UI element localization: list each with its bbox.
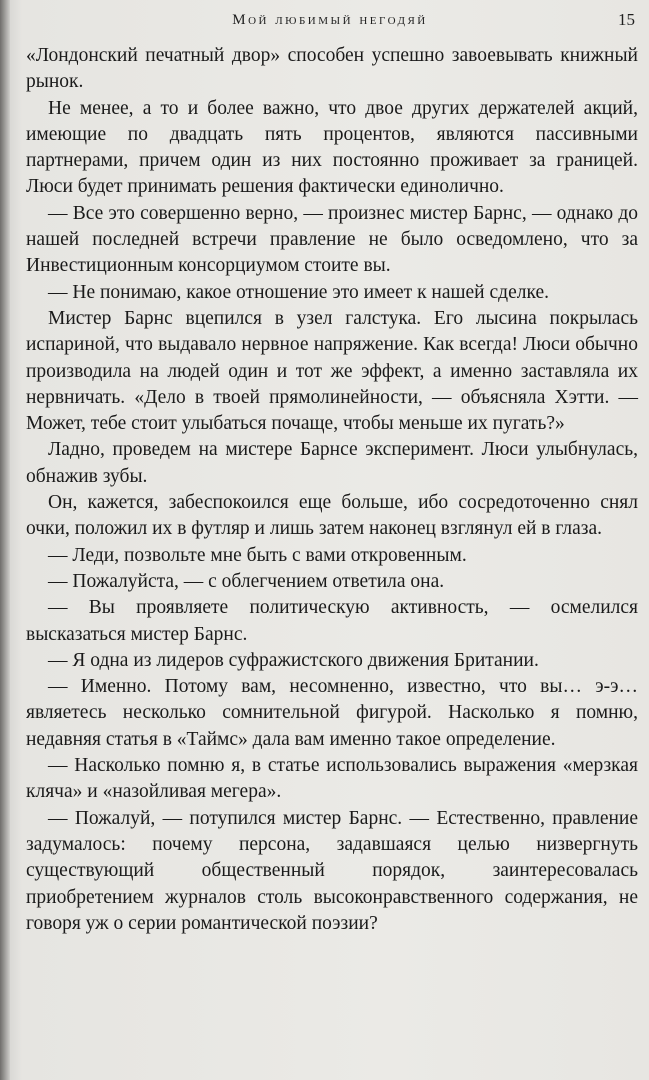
paragraph: — Насколько помню я, в статье использовались выражения «мерзкая кляча» и «назойливая мегера».: [26, 755, 638, 803]
running-title: Мой любимый негодяй: [232, 12, 428, 28]
page-number: 15: [618, 10, 635, 29]
paragraph: «Лондонский печатный двор» способен успешно завоевывать книжный рынок.: [26, 45, 638, 93]
body-text: [26, 43, 638, 937]
paragraph: — Пожалуйста, — с облегчением ответила она.: [48, 570, 445, 592]
paragraph: — Вы проявляете политическую активность, — осмелился высказаться мистер Барнс.: [26, 597, 638, 645]
paragraph: — Леди, позвольте мне быть с вами откровенным.: [48, 544, 467, 566]
binding-shadow: [0, 0, 10, 1080]
paragraph: — Не понимаю, какое отношение это имеет к нашей сделке.: [48, 281, 549, 303]
paragraph: — Пожалуй, — потупился мистер Барнс. — Естественно, правление задумалось: почему персона, задавшаяся целью низвергнуть существующий общественный порядок, заинтересовалась приобретением журналов столь высоконравственного содержания, не говоря уж о серии романтической поэзии?: [26, 807, 638, 934]
paragraph: Он, кажется, забеспокоился еще больше, ибо сосредоточенно снял очки, положил их в футляр и лишь затем наконец взглянул ей в глаза.: [26, 492, 638, 540]
paragraph: — Именно. Потому вам, несомненно, известно, что вы… э-э… являетесь несколько сомнительной фигурой. Насколько я помню, недавняя статья в «Таймс» дала вам именно такое определение.: [26, 676, 638, 750]
paragraph: — Все это совершенно верно, — произнес мистер Барнс, — однако до нашей последней встречи правление не было осведомлено, что за Инвестиционным консорциумом стоите вы.: [26, 202, 638, 277]
paragraph: Мистер Барнс вцепился в узел галстука. Его лысина покрылась испариной, что выдавало нервное напряжение. Как всегда! Люси обычно производила на людей один и тот же эффект, а именно заставляла их нервничать. «Дело в твоей прямолинейности, — объясняла Хэтти. — Может, тебе стоит улыбаться почаще, чтобы меньше их пугать?»: [26, 307, 638, 435]
paragraph: — Я одна из лидеров суфражистского движения Британии.: [48, 649, 539, 671]
paragraph: Ладно, проведем на мистере Барнсе эксперимент. Люси улыбнулась, обнажив зубы.: [26, 439, 638, 487]
paragraph: Не менее, а то и более важно, что двое других держателей акций, имеющие по двадцать пять процентов, являются пассивными партнерами, причем один из них постоянно проживает за границей. Люси будет принимать решения фактически единолично.: [26, 97, 638, 198]
